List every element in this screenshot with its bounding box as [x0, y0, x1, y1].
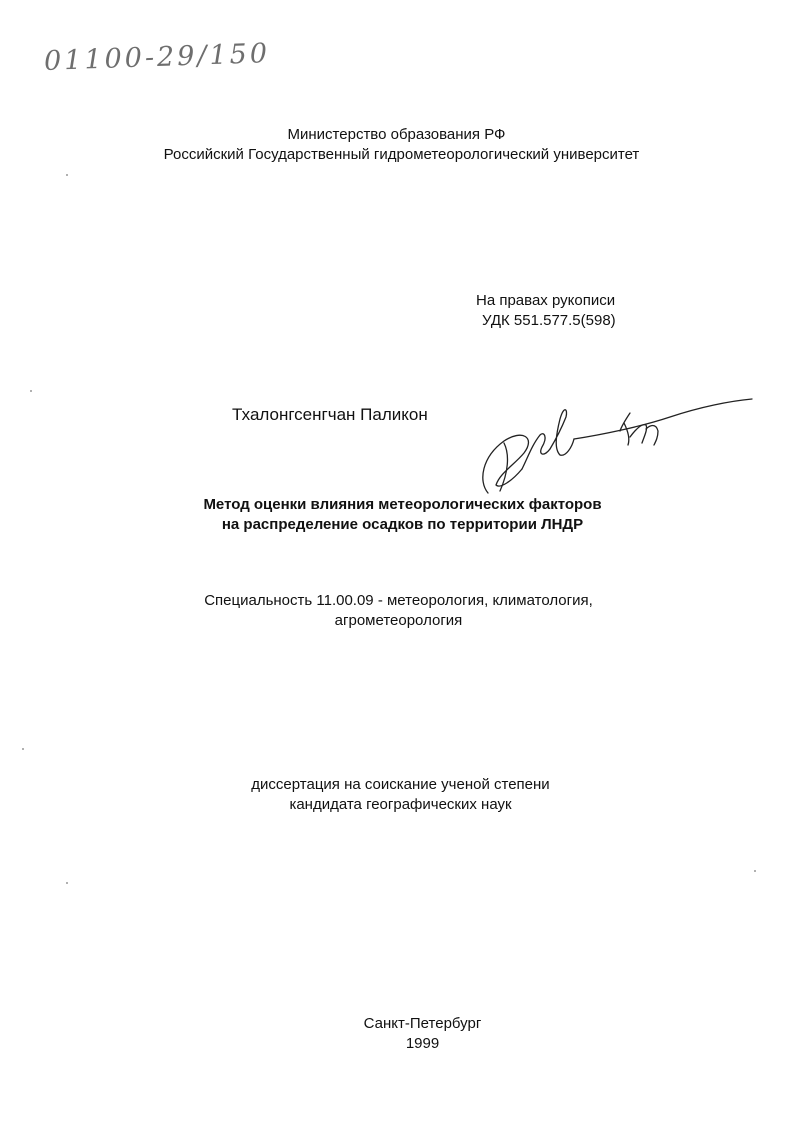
title-line-1: Метод оценки влияния метеорологических факторов: [203, 496, 602, 513]
specialty-line-2: агрометеорология: [334, 612, 463, 629]
scan-speck: [754, 870, 756, 872]
university-line: Российский Государственный гидрометеорологический университет: [163, 146, 640, 163]
institution-header: [0, 125, 793, 165]
year: 1999: [405, 1035, 440, 1052]
manuscript-rights-block: [476, 291, 616, 331]
specialty-block: [0, 591, 793, 631]
udc-code: УДК 551.577.5(598): [482, 312, 616, 329]
degree-block: [0, 775, 793, 815]
scan-speck: [30, 390, 32, 392]
title-line-2: на распределение осадков по территории ЛНДР: [221, 516, 584, 533]
rights-notice: На правах рукописи: [476, 292, 616, 309]
place-and-year: [0, 1014, 793, 1054]
dissertation-title: [0, 495, 793, 535]
city: Санкт-Петербург: [363, 1015, 482, 1032]
scan-speck: [66, 174, 68, 176]
ministry-line: Министерство образования РФ: [287, 126, 506, 143]
archive-handwritten-code: 01100-29/150: [43, 38, 271, 77]
author-name: Тхалонгсенгчан Паликон: [232, 405, 428, 424]
scan-speck: [66, 882, 68, 884]
degree-line-1: диссертация на соискание ученой степени: [251, 776, 550, 793]
degree-line-2: кандидата географических наук: [289, 796, 512, 813]
specialty-line-1: Специальность 11.00.09 - метеорология, климатология,: [204, 592, 593, 609]
scan-speck: [22, 748, 24, 750]
handwritten-signature: [470, 395, 760, 505]
